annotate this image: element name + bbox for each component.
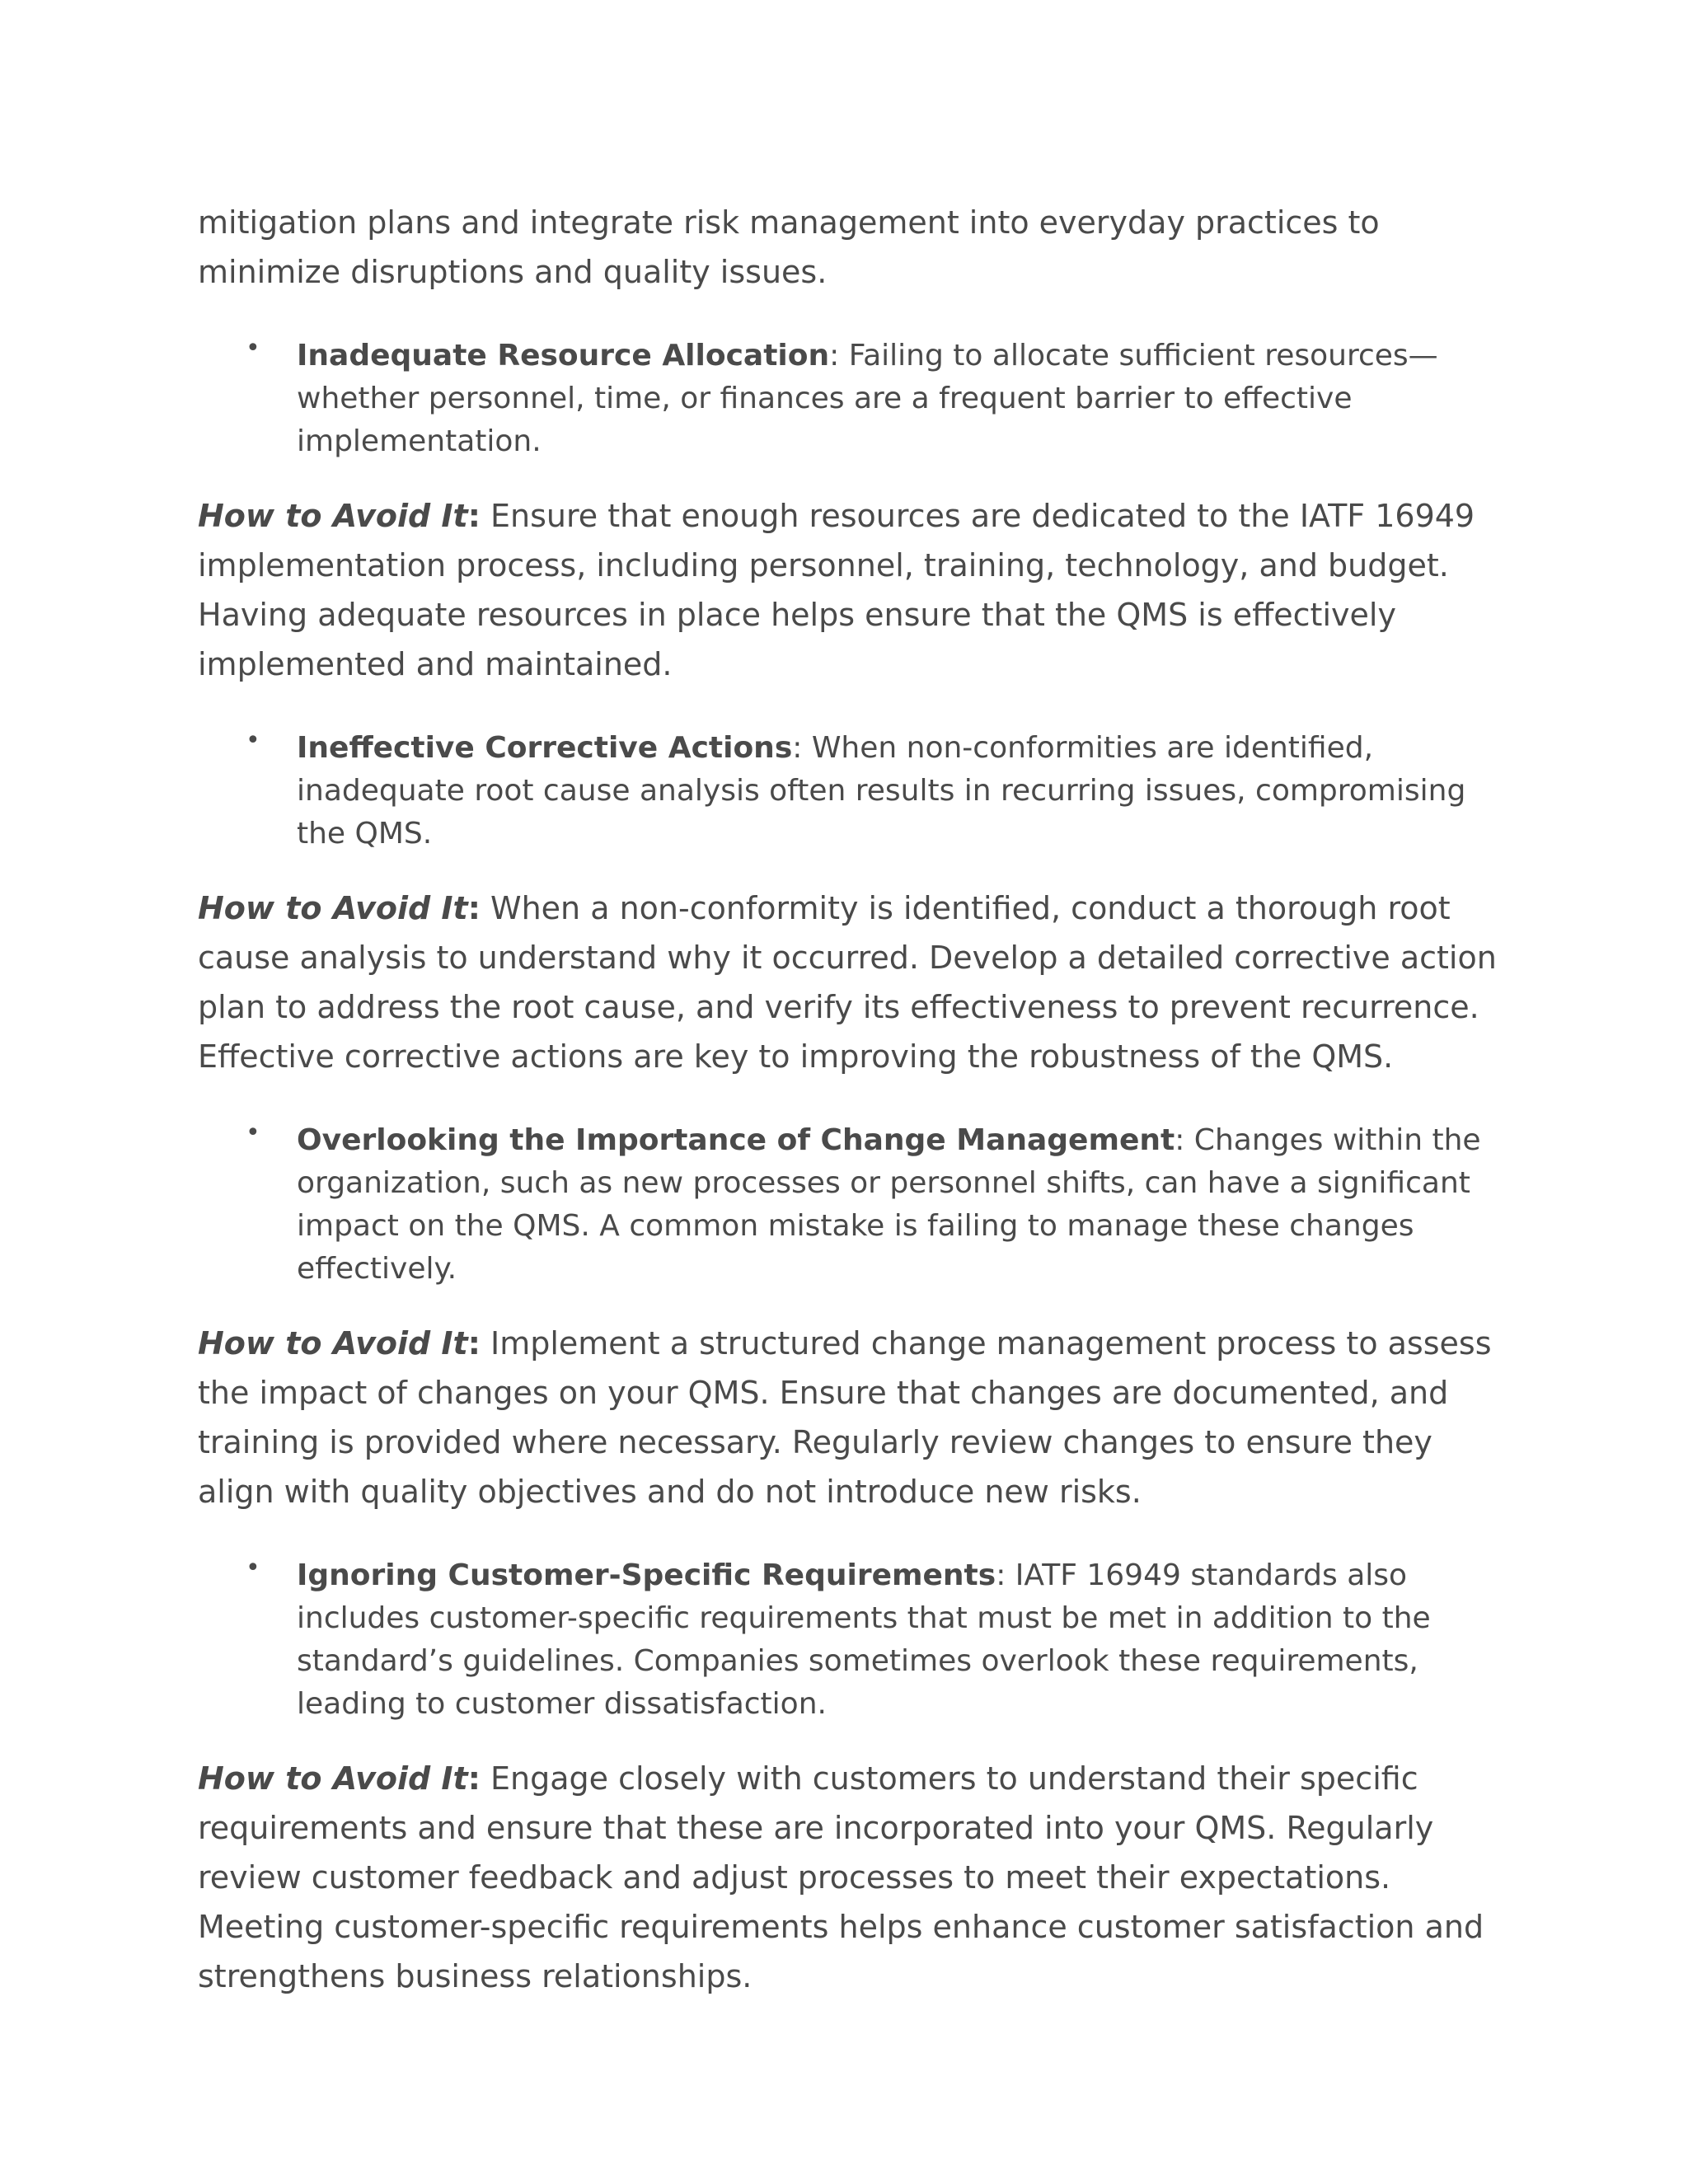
avoid-paragraph: How to Avoid It: When a non-conformity is identified, conduct a thorough root cause analysis to understand why it occurred. Develop a detailed corrective action plan to address the root cause, and verify its effectiveness to prevent recurrence. Effective corrective actions are key to improving the robustness of the QMS.: [198, 890, 1497, 1075]
bullet-dot-icon: •: [246, 334, 260, 363]
avoid-lead: How to Avoid It: [198, 890, 468, 926]
intro-paragraph: mitigation plans and integrate risk management into everyday practices to minimize disruptions and quality issues.: [198, 204, 1380, 290]
avoid-text: Ensure that enough resources are dedicated to the IATF 16949 implementation process, including personnel, training, technology, and budget. Having adequate resources in place helps ensure that the QMS is effectively implemented and maintained.: [198, 498, 1475, 682]
avoid-lead: How to Avoid It: [198, 1760, 468, 1797]
avoid-lead: How to Avoid It: [198, 1325, 468, 1361]
bullet-text: : IATF 16949 standards also includes customer-specific requirements that must be met in addition to the standard’s guidelines. Companies sometimes overlook these requirements, leading to customer dissatisfaction.: [297, 1558, 1431, 1721]
bullet-dot-icon: •: [246, 1554, 260, 1582]
bullet-text: : Failing to allocate sufficient resources—whether personnel, time, or finances are a frequent barrier to effective implementation.: [297, 339, 1438, 458]
bullet-item: [198, 727, 1500, 855]
bullet-item: [198, 335, 1500, 463]
avoid-paragraph: How to Avoid It: Ensure that enough resources are dedicated to the IATF 16949 implementation process, including personnel, training, technology, and budget. Having adequate resources in place helps ensure that the QMS is effectively implemented and maintained.: [198, 498, 1475, 682]
document-page: [198, 198, 1500, 2039]
avoid-text: When a non-conformity is identified, conduct a thorough root cause analysis to understand why it occurred. Develop a detailed corrective action plan to address the root cause, and verify its effectiveness to prevent recurrence. Effective corrective actions are key to improving the robustness of the QMS.: [198, 890, 1497, 1075]
bullet-dot-icon: •: [246, 726, 260, 755]
bullet-title: Ignoring Customer-Specific Requirements: [297, 1558, 996, 1592]
bullet-item: [198, 1554, 1500, 1726]
bullet-text: : When non-conformities are identified, inadequate root cause analysis often results in recurring issues, compromising the QMS.: [297, 731, 1466, 851]
avoid-text: Implement a structured change management process to assess the impact of changes on your QMS. Ensure that changes are documented, and training is provided where necessary. Regularly review changes to ensure they align with quality objectives and do not introduce new risks.: [198, 1325, 1492, 1510]
bullet-title: Inadequate Resource Allocation: [297, 339, 830, 373]
avoid-paragraph: How to Avoid It: Implement a structured change management process to assess the impact of changes on your QMS. Ensure that changes are documented, and training is provided where necessary. Regularly review changes to ensure they align with quality objectives and do not introduce new risks.: [198, 1325, 1492, 1510]
bullet-item: [198, 1119, 1500, 1291]
bullet-text: : Changes within the organization, such as new processes or personnel shifts, can have a significant impact on the QMS. A common mistake is failing to manage these changes effectively.: [297, 1123, 1481, 1286]
bullet-title: Overlooking the Importance of Change Management: [297, 1123, 1175, 1157]
avoid-paragraph: How to Avoid It: Engage closely with customers to understand their specific requirements and ensure that these are incorporated into your QMS. Regularly review customer feedback and adjust processes to meet their expectations. Meeting customer-specific requirements helps enhance customer satisfaction and strengthens business relationships.: [198, 1760, 1484, 1994]
avoid-lead: How to Avoid It: [198, 498, 468, 534]
bullet-dot-icon: •: [246, 1118, 260, 1147]
avoid-text: Engage closely with customers to understand their specific requirements and ensure that these are incorporated into your QMS. Regularly review customer feedback and adjust processes to meet their expectations. Meeting customer-specific requirements helps enhance customer satisfaction and strengthens business relationships.: [198, 1760, 1484, 1994]
bullet-title: Ineffective Corrective Actions: [297, 731, 793, 765]
